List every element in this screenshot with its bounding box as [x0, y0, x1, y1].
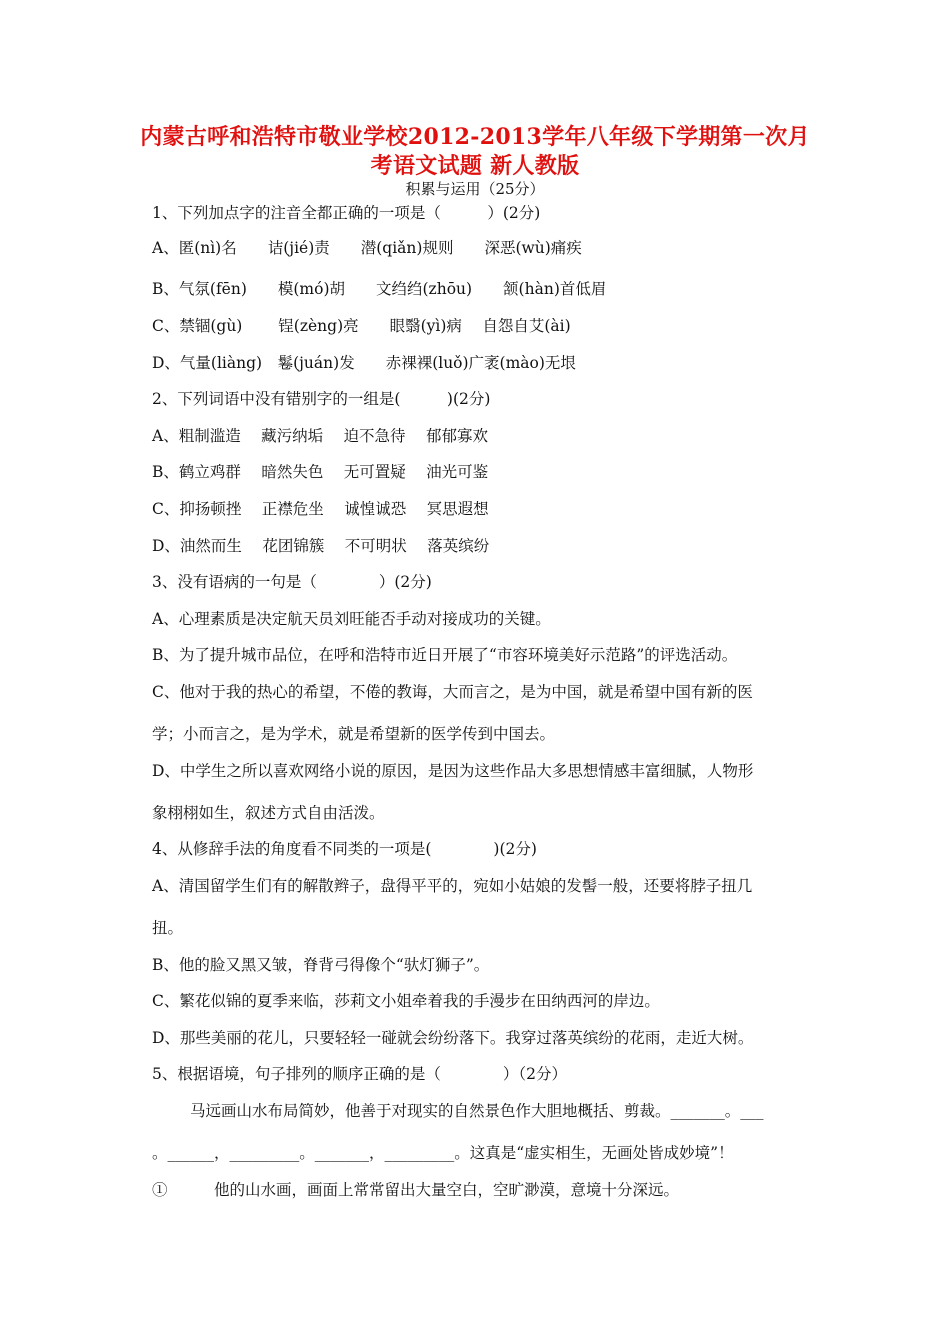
question-1-stem: 1、下列加点字的注音全都正确的一项是（ ）(2分)	[152, 204, 541, 222]
question-2-stem: 2、下列词语中没有错别字的一组是( )(2分)	[152, 390, 491, 408]
question-4-option-d: D、那些美丽的花儿，只要轻轻一碰就会纷纷落下。我穿过落英缤纷的花雨，走近大树。	[152, 1029, 754, 1047]
question-3-option-b: B、为了提升城市品位，在呼和浩特市近日开展了“市容环境美好示范路”的评选活动。	[152, 646, 738, 664]
question-2-option-d: D、油然而生 花团锦簇 不可明状 落英缤纷	[152, 537, 490, 555]
document-title-line-2: 考语文试题 新人教版	[370, 153, 580, 179]
question-3-option-d-continued: 象栩栩如生，叙述方式自由活泼。	[152, 804, 385, 822]
question-4-option-a-continued: 扭。	[152, 919, 184, 937]
question-3-option-a: A、心理素质是决定航天员刘旺能否手动对接成功的关键。	[152, 610, 551, 628]
question-4-option-b: B、他的脸又黑又皱，脊背弓得像个“驮灯狮子”。	[152, 956, 490, 974]
question-2-option-c: C、抑扬顿挫 正襟危坐 诚惶诚恐 冥思遐想	[152, 500, 489, 518]
question-1-option-c: C、禁锢(gù) 锃(zèng)亮 眼翳(yì)病 自怨自艾(ài)	[152, 317, 571, 335]
question-3-option-d: D、中学生之所以喜欢网络小说的原因，是因为这些作品大多思想情感丰富细腻，人物形	[152, 762, 754, 780]
document-title-line-1: 内蒙古呼和浩特市敬业学校2012-2013学年八年级下学期第一次月	[140, 124, 810, 150]
question-4-option-c: C、繁花似锦的夏季来临，莎莉文小姐牵着我的手漫步在田纳西河的岸边。	[152, 992, 660, 1010]
question-5-passage-continued: 。______，_________。_______，_________。这真是“虚实相生，无画处皆成妙境”！	[152, 1144, 734, 1162]
question-1-option-d: D、气量(liàng) 鬈(juán)发 赤裸裸(luǒ)广袤(mào)无垠	[152, 354, 576, 372]
section-heading: 积累与运用（25分）	[405, 180, 545, 198]
question-2-option-a: A、粗制滥造 藏污纳垢 迫不急待 郁郁寡欢	[152, 427, 488, 445]
question-1-option-a: A、匿(nì)名 诘(jié)责 潜(qiǎn)规则 深恶(wù)痛疾	[152, 239, 582, 257]
question-4-stem: 4、从修辞手法的角度看不同类的一项是( )(2分)	[152, 840, 537, 858]
question-1-option-b: B、气氛(fēn) 模(mó)胡 文绉绉(zhōu) 颔(hàn)首低眉	[152, 280, 607, 298]
question-3-option-c-continued: 学；小而言之，是为学术，就是希望新的医学传到中国去。	[152, 725, 556, 743]
question-3-option-c: C、他对于我的热心的希望，不倦的教诲，大而言之，是为中国，就是希望中国有新的医	[152, 683, 753, 701]
question-5-stem: 5、根据语境，句子排列的顺序正确的是（ ）（2分）	[152, 1065, 567, 1083]
question-5-sentence-1: ① 他的山水画，画面上常常留出大量空白，空旷渺漠，意境十分深远。	[152, 1181, 680, 1199]
question-3-stem: 3、没有语病的一句是（ ）(2分)	[152, 573, 432, 591]
question-4-option-a: A、清国留学生们有的解散辫子，盘得平平的，宛如小姑娘的发髻一般，还要将脖子扭几	[152, 877, 753, 895]
question-5-passage: 马远画山水布局简妙，他善于对现实的自然景色作大胆地概括、剪裁。_______。___	[190, 1102, 764, 1120]
question-2-option-b: B、鹤立鸡群 暗然失色 无可置疑 油光可鉴	[152, 463, 489, 481]
